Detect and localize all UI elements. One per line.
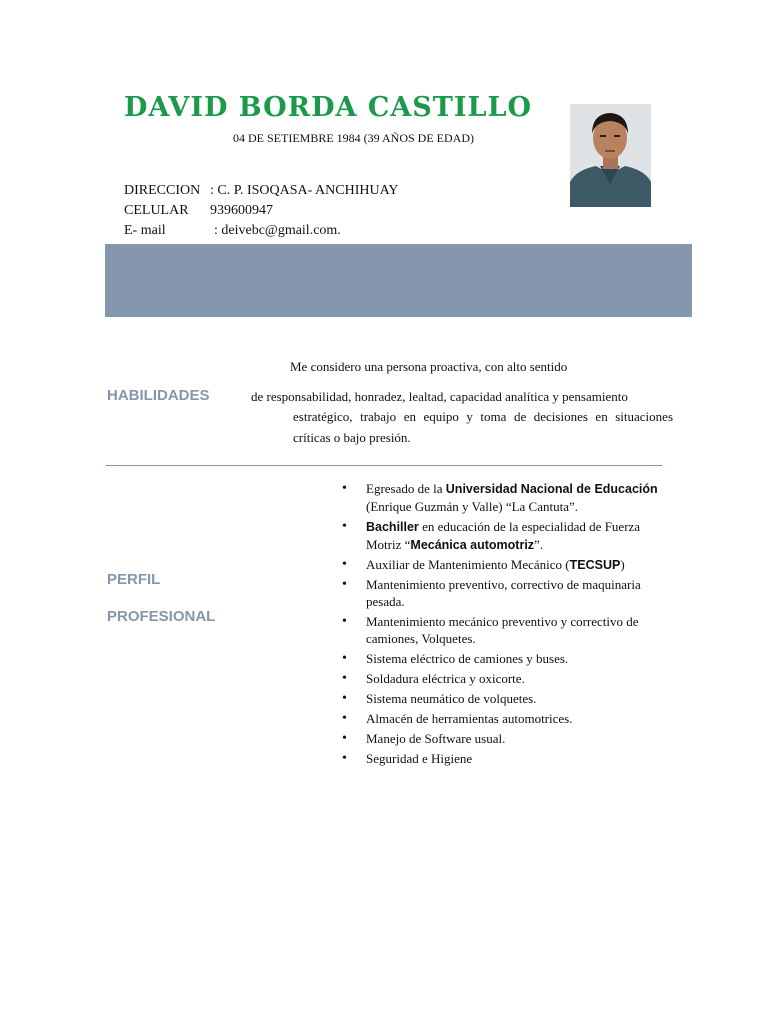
section-divider bbox=[106, 465, 662, 466]
list-item: • Auxiliar de Mantenimiento Mecánico (TECSUP) bbox=[338, 556, 668, 574]
list-item: • Soldadura eléctrica y oxicorte. bbox=[338, 670, 668, 688]
perfil-list bbox=[338, 480, 668, 770]
candidate-name: DAVID BORDA CASTILLO bbox=[124, 92, 532, 123]
list-item: • Manejo de Software usual. bbox=[338, 730, 668, 748]
section-title-perfil: PERFIL bbox=[107, 571, 161, 588]
habilidades-line: de responsabilidad, honradez, lealtad, capacidad analítica y pensamiento bbox=[251, 389, 628, 404]
contact-value: : C. P. ISOQASA- ANCHIHUAY bbox=[210, 183, 399, 198]
habilidades-line: estratégico, trabajo en equipo y toma de decisiones en situaciones bbox=[293, 409, 673, 424]
section-title-profesional: PROFESIONAL bbox=[107, 608, 216, 625]
contact-value: 939600947 bbox=[210, 203, 273, 218]
list-item: • Mantenimiento preventivo, correctivo de maquinaria pesada. bbox=[338, 576, 668, 611]
habilidades-line: críticas o bajo presión. bbox=[293, 430, 411, 445]
contact-label: CELULAR bbox=[124, 203, 189, 218]
list-item: • Seguridad e Higiene bbox=[338, 750, 668, 768]
contact-row-email bbox=[124, 223, 341, 239]
birth-date: 04 DE SETIEMBRE 1984 (39 AÑOS DE EDAD) bbox=[233, 131, 474, 145]
list-item: • Sistema neumático de volquetes. bbox=[338, 690, 668, 708]
profile-photo-image bbox=[570, 104, 651, 207]
list-item: • Mantenimiento mecánico preventivo y correctivo de camiones, Volquetes. bbox=[338, 613, 668, 648]
list-item: • Bachiller en educación de la especialidad de Fuerza Motriz “Mecánica automotriz”. bbox=[338, 518, 668, 554]
header-band bbox=[105, 244, 692, 317]
list-item: • Egresado de la Universidad Nacional de Educación (Enrique Guzmán y Valle) “La Cantuta”. bbox=[338, 480, 668, 516]
contact-label: E- mail bbox=[124, 223, 166, 238]
contact-row-celular bbox=[124, 203, 273, 219]
contact-value: : deivebc@gmail.com. bbox=[214, 223, 341, 238]
list-item: • Sistema eléctrico de camiones y buses. bbox=[338, 650, 668, 668]
contact-row-direccion bbox=[124, 183, 399, 199]
list-item: • Almacén de herramientas automotrices. bbox=[338, 710, 668, 728]
habilidades-line: Me considero una persona proactiva, con alto sentido bbox=[290, 359, 568, 374]
profile-photo bbox=[570, 104, 651, 207]
section-title-habilidades: HABILIDADES bbox=[107, 387, 210, 404]
contact-label: DIRECCION bbox=[124, 183, 201, 198]
